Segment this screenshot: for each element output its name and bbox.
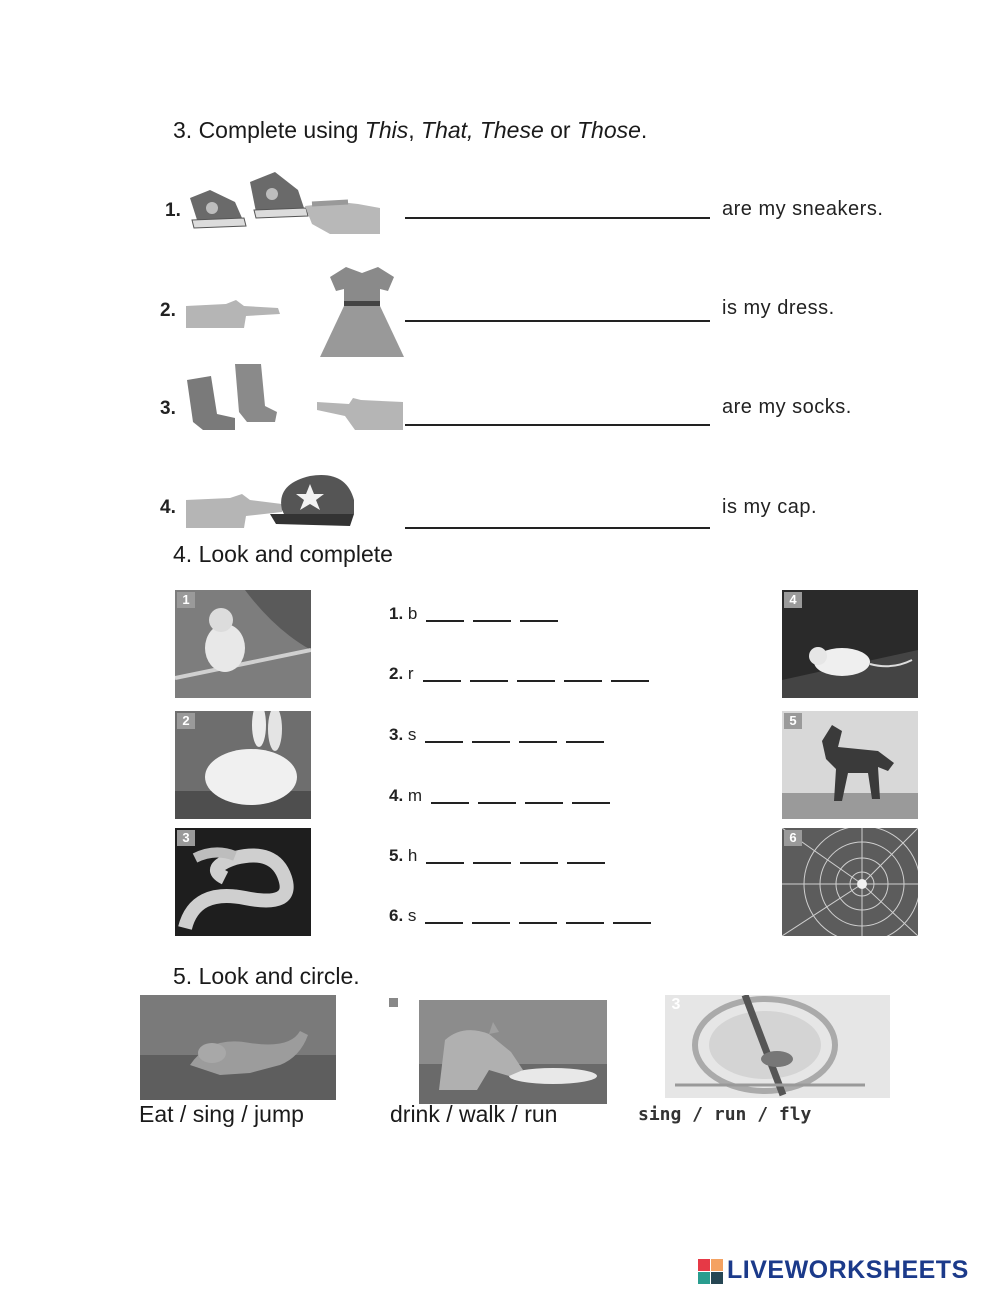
letter-blank[interactable] [423,680,461,682]
letter-blank[interactable] [431,802,469,804]
letter-blank[interactable] [517,680,555,682]
logo-square [698,1272,710,1284]
word-row-5: 5. h [389,846,605,866]
photo-number-5: 5 [784,713,802,729]
photo-number-4: 4 [784,592,802,608]
letter-blank[interactable] [564,680,602,682]
snake-photo [175,828,311,936]
item-4-number: 4. [160,497,176,518]
word-row-2: 2. r [389,664,649,684]
kitten-drinking-photo [419,1000,607,1104]
logo-square [711,1272,723,1284]
letter-blank[interactable] [566,741,604,743]
sentence-3: are my socks. [722,396,852,418]
liveworksheets-logo-text: LIVEWORKSHEETS [727,1256,969,1284]
logo-square [698,1259,710,1271]
photo-number-3: 3 [671,996,681,1013]
spider-web-photo [782,828,918,936]
jumping-rabbit-photo [140,995,336,1100]
answer-blank-2[interactable] [405,320,710,322]
letter-blank[interactable] [470,680,508,682]
answer-blank-3[interactable] [405,424,710,426]
pointing-hand-left-image [315,392,403,432]
pointing-cap-image [186,470,358,534]
sneakers-pointing-image [180,168,385,240]
hamster-wheel-photo [665,995,890,1098]
letter-blank[interactable] [426,620,464,622]
letter-blank[interactable] [425,922,463,924]
word-row-3: 3. s [389,725,604,745]
word-row-1: 1. b [389,604,558,624]
letter-blank[interactable] [519,741,557,743]
letter-blank[interactable] [519,922,557,924]
letter-blank[interactable] [572,802,610,804]
choice-row-1[interactable]: Eat / sing / jump [139,1101,304,1127]
photo-number-1: 1 [177,592,195,608]
item-2-number: 2. [160,300,176,321]
letter-blank[interactable] [472,922,510,924]
answer-blank-4[interactable] [405,527,710,529]
sentence-2: is my dress. [722,297,835,319]
answer-blank-1[interactable] [405,217,710,219]
bird-photo [175,590,311,698]
letter-blank[interactable] [611,680,649,682]
sentence-1: are my sneakers. [722,198,884,220]
photo-marker [389,998,398,1007]
letter-blank[interactable] [426,862,464,864]
photo-number-2: 2 [177,713,195,729]
liveworksheets-logo-icon [698,1259,724,1285]
section-3-heading: 3. Complete using This, That, These or Those. [173,117,648,143]
letter-blank[interactable] [567,862,605,864]
choice-row-2[interactable]: drink / walk / run [390,1101,558,1127]
item-1-number: 1. [165,200,181,221]
socks-image [183,362,279,432]
letter-blank[interactable] [520,862,558,864]
section-4-heading: 4. Look and complete [173,541,393,567]
pointing-hand-image [186,296,282,332]
letter-blank[interactable] [472,741,510,743]
letter-blank[interactable] [478,802,516,804]
mouse-photo [782,590,918,698]
letter-blank[interactable] [425,741,463,743]
choice-row-3[interactable]: sing / run / fly [638,1104,812,1125]
dress-image [316,265,408,363]
section-5-heading: 5. Look and circle. [173,963,360,989]
photo-number-3: 3 [177,830,195,846]
word-row-4: 4. m [389,786,610,806]
letter-blank[interactable] [525,802,563,804]
letter-blank[interactable] [473,620,511,622]
letter-blank[interactable] [566,922,604,924]
sentence-4: is my cap. [722,496,818,518]
logo-square [711,1259,723,1271]
word-row-6: 6. s [389,906,651,926]
letter-blank[interactable] [473,862,511,864]
letter-blank[interactable] [520,620,558,622]
letter-blank[interactable] [613,922,651,924]
photo-number-6: 6 [784,830,802,846]
item-3-number: 3. [160,398,176,419]
horse-photo [782,711,918,819]
rabbit-photo [175,711,311,819]
